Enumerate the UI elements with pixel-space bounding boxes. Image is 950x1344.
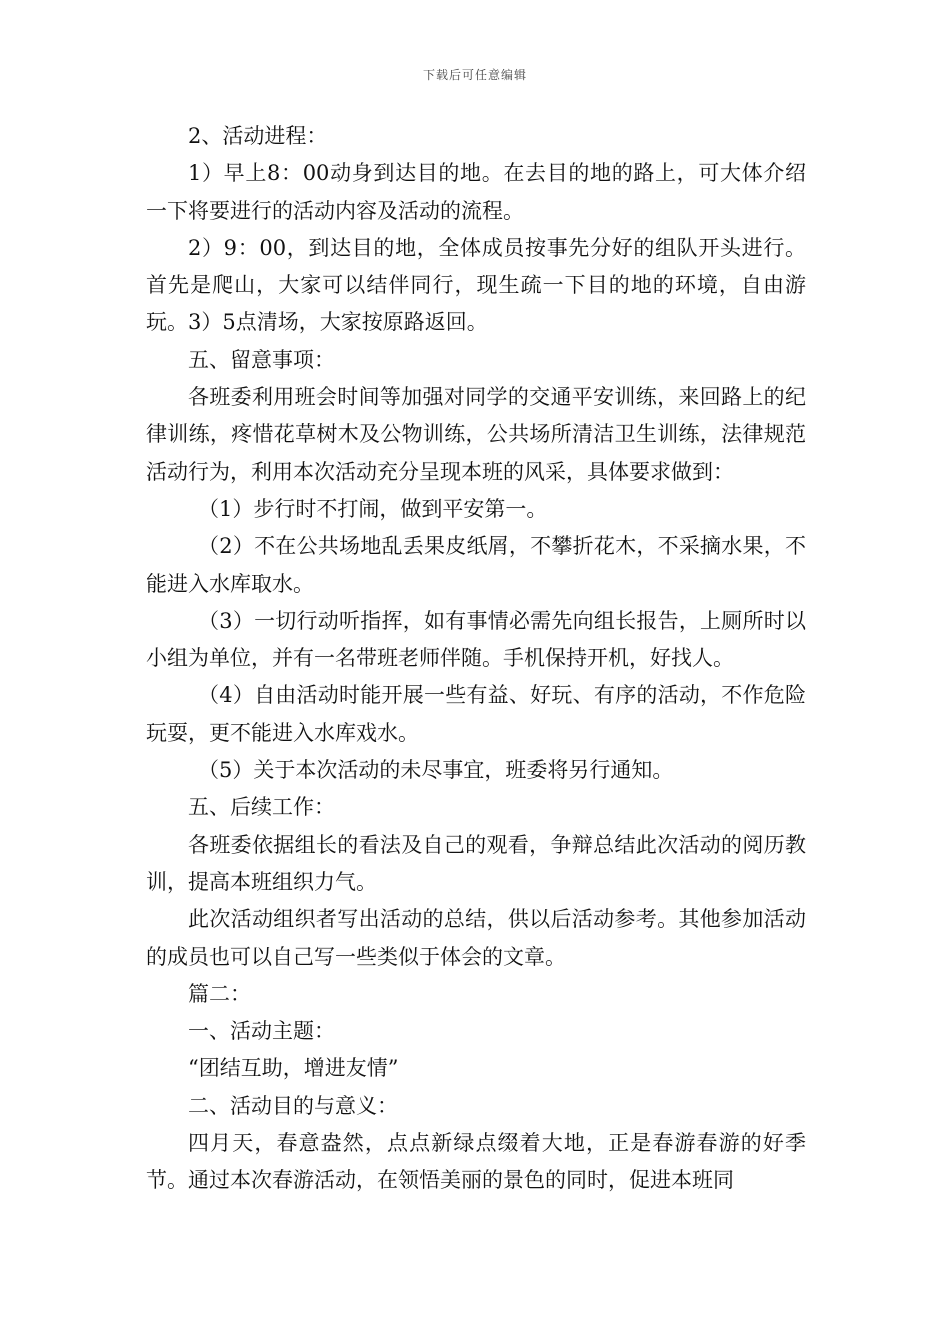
paragraph-rule-5: （5）关于本次活动的未尽事宜，班委将另行通知。 (198, 758, 674, 783)
paragraph-part-two: 篇二： (188, 981, 251, 1006)
paragraph-rule-3: （3）一切行动听指挥，如有事情必需先向组长报告，上厕所时以小组为单位，并有一名带班老师伴随。手机保持开机，好找人。 (146, 608, 806, 671)
paragraph-notes-body: 各班委利用班会时间等加强对同学的交通平安训练，来回路上的纪律训练，疼惜花草树木及公物训练，公共场所清洁卫生训练，法律规范活动行为，利用本次活动充分呈现本班的风采，具体要求做到： (146, 385, 806, 484)
paragraph-theme: “团结互助，增进友情” (188, 1056, 399, 1081)
paragraph-theme-heading: 一、活动主题： (188, 1019, 335, 1044)
paragraph-progress-heading: 2、活动进程： (188, 124, 328, 148)
paragraph-purpose-heading: 二、活动目的与意义： (188, 1093, 398, 1118)
page-header: 下载后可任意编辑 (422, 68, 527, 82)
paragraph-arrive: 2）9：00，到达目的地，全体成员按事先分好的组队开头进行。首先是爬山，大家可以结伴同行，现生疏一下目的地的环境，自由游玩。3）5点清场，大家按原路返回。 (146, 235, 806, 335)
paragraph-followup-1: 各班委依据组长的看法及自己的观看，争辩总结此次活动的阅历教训，提高本班组织力气。 (146, 832, 806, 894)
paragraph-rule-1: （1）步行时不打闹，做到平安第一。 (198, 496, 548, 521)
paragraph-followup-2: 此次活动组织者写出活动的总结，供以后活动参考。其他参加活动的成员也可以自己写一些类似于体会的文章。 (146, 907, 806, 969)
paragraph-depart: 1）早上8：00动身到达目的地。在去目的地的路上，可大体介绍一下将要进行的活动内容及活动的流程。 (146, 161, 806, 223)
paragraph-followup-heading: 五、后续工作： (188, 795, 335, 820)
document-body (146, 118, 806, 1200)
paragraph-rule-4: （4）自由活动时能开展一些有益、好玩、有序的活动，不作危险玩耍，更不能进入水库戏水。 (146, 683, 806, 745)
paragraph-notes-heading: 五、留意事项： (188, 347, 335, 372)
paragraph-rule-2: （2）不在公共场地乱丢果皮纸屑，不攀折花木，不采摘水果，不能进入水库取水。 (146, 534, 806, 596)
paragraph-purpose-body: 四月天，春意盎然，点点新绿点缀着大地，正是春游春游的好季节。通过本次春游活动，在领悟美丽的景色的同时，促进本班同 (146, 1131, 806, 1193)
